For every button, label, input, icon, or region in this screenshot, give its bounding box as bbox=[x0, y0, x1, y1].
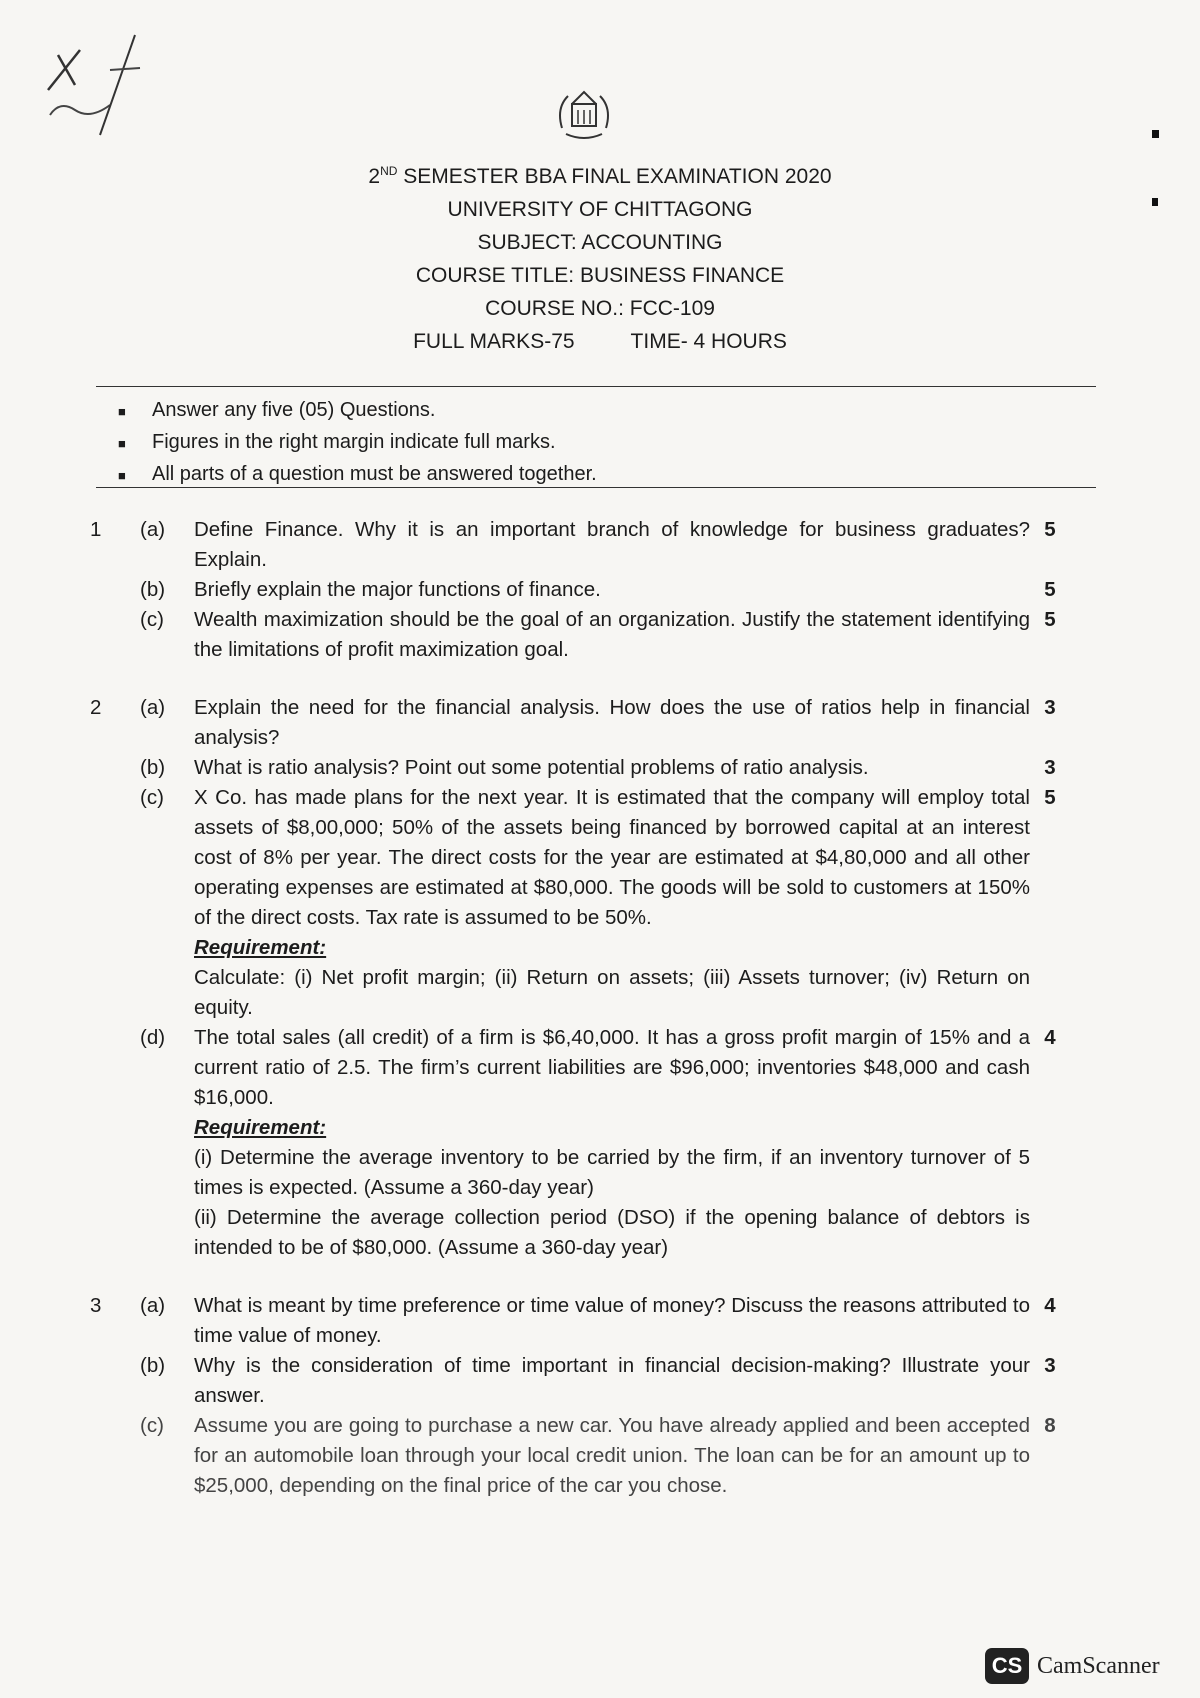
part-text-block bbox=[194, 783, 1030, 1023]
part-text: Briefly explain the major functions of finance. bbox=[194, 578, 601, 601]
question-1 bbox=[90, 515, 1090, 665]
part-marks: 4 bbox=[1044, 1294, 1056, 1317]
question-part bbox=[90, 1023, 1090, 1263]
requirement-heading: Requirement: bbox=[194, 1116, 327, 1139]
handwritten-margin-note-icon bbox=[40, 30, 160, 140]
requirement-heading: Requirement: bbox=[194, 936, 327, 959]
part-marks: 5 bbox=[1044, 608, 1056, 631]
question-part bbox=[90, 693, 1090, 753]
question-part bbox=[90, 783, 1090, 1023]
part-text: The total sales (all credit) of a firm is $6,40,000. It has a gross profit margin of 15% and a current ratio of 2.5. The firm’s current liabilities are $96,000; inventories $48,000 and cash $16,000. bbox=[194, 1026, 1030, 1109]
part-label: (a) bbox=[140, 518, 166, 541]
exam-title: 2ND SEMESTER BBA FINAL EXAMINATION 2020 bbox=[368, 164, 832, 188]
university-seal-icon bbox=[548, 78, 620, 150]
bullet-icon: ■ bbox=[118, 436, 126, 451]
camscanner-watermark bbox=[985, 1648, 1160, 1684]
exam-time: TIME- 4 HOURS bbox=[630, 330, 787, 353]
full-marks: FULL MARKS-75 bbox=[413, 330, 575, 353]
part-text: Assume you are going to purchase a new car. You have already applied and been accepted for an automobile loan through your local credit union. The loan can be for an amount up to $25,000, depending on the final price of the car you chose. bbox=[194, 1414, 1030, 1497]
part-marks: 8 bbox=[1044, 1414, 1056, 1437]
part-label: (b) bbox=[140, 1354, 166, 1377]
part-marks: 5 bbox=[1044, 786, 1056, 809]
requirement-text: Calculate: (i) Net profit margin; (ii) Return on assets; (iii) Assets turnover; (iv) Return on equity. bbox=[194, 966, 1030, 1019]
requirement-item: (ii) Determine the average collection period (DSO) if the opening balance of debtors is intended to be of $80,000. (Assume a 360-day year) bbox=[194, 1206, 1030, 1259]
part-label: (b) bbox=[140, 756, 166, 779]
part-text: What is meant by time preference or time value of money? Discuss the reasons attributed to time value of money. bbox=[194, 1294, 1030, 1347]
question-part bbox=[90, 753, 1090, 783]
part-text: X Co. has made plans for the next year. It is estimated that the company will employ total assets of $8,00,000; 50% of the assets being financed by borrowed capital at an interest cost of 8% per year. The direct costs for the year are estimated at $4,80,000 and all other operating expenses are estimated at $80,000. The goods will be sold to customers at 150% of the direct costs. Tax rate is assumed to be 50%. bbox=[194, 786, 1030, 929]
bullet-icon: ■ bbox=[118, 468, 126, 483]
part-label: (a) bbox=[140, 696, 166, 719]
subject: SUBJECT: ACCOUNTING bbox=[477, 231, 723, 254]
part-label: (c) bbox=[140, 1414, 164, 1437]
question-part bbox=[90, 605, 1090, 665]
instructions bbox=[118, 395, 1018, 491]
part-text: Why is the consideration of time important in financial decision-making? Illustrate your answer. bbox=[194, 1354, 1030, 1407]
instruction-item: ■ All parts of a question must be answered together. bbox=[118, 459, 1018, 491]
question-number: 3 bbox=[90, 1294, 102, 1317]
question-part bbox=[90, 1291, 1090, 1351]
part-label: (c) bbox=[140, 608, 164, 631]
part-marks: 3 bbox=[1044, 1354, 1056, 1377]
part-marks: 3 bbox=[1044, 696, 1056, 719]
part-text-block bbox=[194, 1023, 1030, 1263]
part-marks: 4 bbox=[1044, 1026, 1056, 1049]
course-title: COURSE TITLE: BUSINESS FINANCE bbox=[415, 264, 785, 287]
exam-header bbox=[300, 155, 900, 358]
scan-speck bbox=[1152, 198, 1158, 206]
university-name: UNIVERSITY OF CHITTAGONG bbox=[447, 198, 753, 221]
part-text: Explain the need for the financial analysis. How does the use of ratios help in financial analysis? bbox=[194, 696, 1030, 749]
question-part bbox=[90, 1411, 1090, 1501]
question-3 bbox=[90, 1291, 1090, 1501]
question-part bbox=[90, 575, 1090, 605]
part-text: What is ratio analysis? Point out some potential problems of ratio analysis. bbox=[194, 756, 869, 779]
part-label: (b) bbox=[140, 578, 166, 601]
question-part bbox=[90, 1351, 1090, 1411]
instructions-divider bbox=[96, 487, 1096, 488]
part-marks: 3 bbox=[1044, 756, 1056, 779]
part-label: (a) bbox=[140, 1294, 166, 1317]
requirement-item: (i) Determine the average inventory to be carried by the firm, if an inventory turnover of 5 times is expected. (Assume a 360-day year) bbox=[194, 1146, 1030, 1199]
marks-time-row bbox=[300, 325, 900, 358]
header-divider bbox=[96, 386, 1096, 387]
part-marks: 5 bbox=[1044, 578, 1056, 601]
part-marks: 5 bbox=[1044, 518, 1056, 541]
part-label: (c) bbox=[140, 786, 164, 809]
part-text: Define Finance. Why it is an important branch of knowledge for business graduates? Explain. bbox=[194, 518, 1030, 571]
question-2 bbox=[90, 693, 1090, 1263]
camscanner-logo-icon: CS bbox=[985, 1648, 1029, 1684]
part-text: Wealth maximization should be the goal of an organization. Justify the statement identifying the limitations of profit maximization goal. bbox=[194, 608, 1030, 661]
questions bbox=[90, 515, 1090, 1529]
instruction-item: ■ Figures in the right margin indicate full marks. bbox=[118, 427, 1018, 459]
part-label: (d) bbox=[140, 1026, 166, 1049]
course-number: COURSE NO.: FCC-109 bbox=[485, 297, 715, 320]
bullet-icon: ■ bbox=[118, 404, 126, 419]
question-number: 1 bbox=[90, 518, 102, 541]
camscanner-text: CamScanner bbox=[1037, 1652, 1160, 1679]
scan-speck bbox=[1152, 130, 1159, 138]
instruction-item: ■ Answer any five (05) Questions. bbox=[118, 395, 1018, 427]
question-part bbox=[90, 515, 1090, 575]
question-number: 2 bbox=[90, 696, 102, 719]
